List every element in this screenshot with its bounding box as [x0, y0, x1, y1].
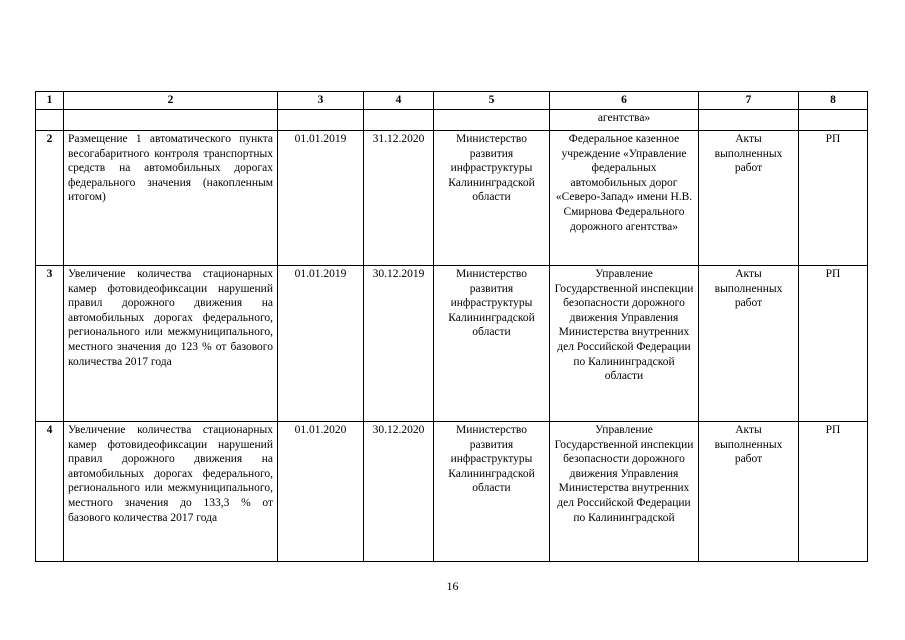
- header-cell: 6: [550, 92, 699, 110]
- header-row: [36, 92, 868, 110]
- start-date-cell: 01.01.2019: [278, 131, 364, 266]
- header-cell: 2: [64, 92, 278, 110]
- responsible-cell: Министерство развития инфраструктуры Калининградской области: [434, 422, 550, 562]
- empty-cell: [434, 110, 550, 131]
- source-cell: РП: [799, 131, 868, 266]
- result-cell: Акты выполненных работ: [699, 131, 799, 266]
- end-date-cell: 30.12.2019: [364, 266, 434, 422]
- row-number: 4: [36, 422, 64, 562]
- end-date-cell: 31.12.2020: [364, 131, 434, 266]
- table-row: [36, 422, 868, 562]
- empty-cell: [64, 110, 278, 131]
- responsible-cell: Министерство развития инфраструктуры Калининградской области: [434, 131, 550, 266]
- header-cell: 8: [799, 92, 868, 110]
- start-date-cell: 01.01.2019: [278, 266, 364, 422]
- header-cell: 1: [36, 92, 64, 110]
- event-cell: Увеличение количества стационарных камер фотовидеофиксации нарушений правил дорожного движения на автомобильных дорогах федерального, регионального или межмуниципального, местного значения до 133,3 % от базового количества 2017 года: [64, 422, 278, 562]
- table-row: [36, 131, 868, 266]
- executor-cell: Управление Государственной инспекции безопасности дорожного движения Управления Министерства внутренних дел Российской Федерации по Калининградской: [550, 422, 699, 562]
- responsible-cell: Министерство развития инфраструктуры Калининградской области: [434, 266, 550, 422]
- empty-cell: [278, 110, 364, 131]
- plan-table: [35, 91, 868, 562]
- empty-cell: [364, 110, 434, 131]
- result-cell: Акты выполненных работ: [699, 266, 799, 422]
- header-cell: 4: [364, 92, 434, 110]
- result-cell: Акты выполненных работ: [699, 422, 799, 562]
- row-number: 3: [36, 266, 64, 422]
- empty-cell: [799, 110, 868, 131]
- event-cell: Размещение 1 автоматического пункта весогабаритного контроля транспортных средств на автомобильных дорогах федерального значения (накопленным итогом): [64, 131, 278, 266]
- empty-cell: [699, 110, 799, 131]
- executor-cell: Федеральное казенное учреждение «Управление федеральных автомобильных дорог «Северо-Запад» имени Н.В. Смирнова Федерального дорожного агентства»: [550, 131, 699, 266]
- empty-cell: [36, 110, 64, 131]
- executor-cell: Управление Государственной инспекции безопасности дорожного движения Управления Министерства внутренних дел Российской Федерации по Калининградской области: [550, 266, 699, 422]
- event-cell: Увеличение количества стационарных камер фотовидеофиксации нарушений правил дорожного движения на автомобильных дорогах федерального, регионального или межмуниципального, местного значения до 123 % от базового количества 2017 года: [64, 266, 278, 422]
- page-number: 16: [446, 579, 459, 593]
- table-row: [36, 266, 868, 422]
- source-cell: РП: [799, 266, 868, 422]
- continuation-row: [36, 110, 868, 131]
- header-cell: 7: [699, 92, 799, 110]
- source-cell: РП: [799, 422, 868, 562]
- end-date-cell: 30.12.2020: [364, 422, 434, 562]
- row-number: 2: [36, 131, 64, 266]
- header-cell: 5: [434, 92, 550, 110]
- executor-cell: агентства»: [550, 110, 699, 131]
- start-date-cell: 01.01.2020: [278, 422, 364, 562]
- header-cell: 3: [278, 92, 364, 110]
